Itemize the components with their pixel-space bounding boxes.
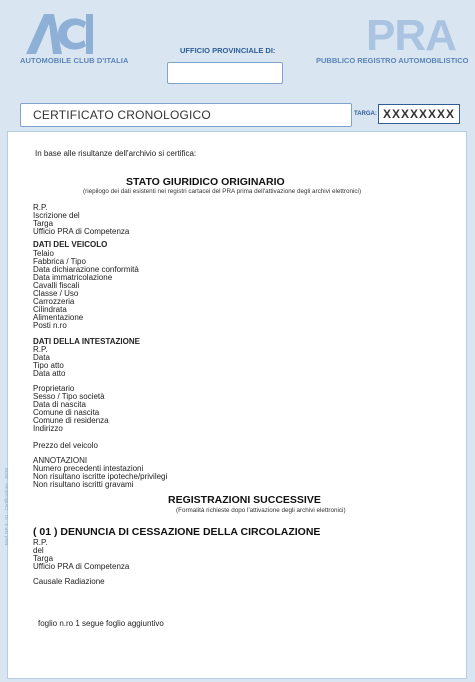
- aci-logo: [24, 12, 94, 56]
- veicolo-field: Carrozzeria: [33, 297, 75, 306]
- intestazione-field: Comune di nascita: [33, 408, 100, 417]
- stato-field: R.P.: [33, 203, 48, 212]
- registrazioni-subtitle: (Formalità richieste dopo l'attivazione degli archivi elettronici): [176, 507, 346, 514]
- svg-text:PRA: PRA: [366, 11, 456, 54]
- veicolo-field: Fabbrica / Tipo: [33, 257, 86, 266]
- veicolo-field: Cavalli fiscali: [33, 281, 80, 290]
- certificate-sheet: [7, 131, 467, 679]
- annotazioni-line: Non risultano iscritti gravami: [33, 480, 134, 489]
- denuncia-field: Ufficio PRA di Competenza: [33, 562, 130, 571]
- stato-field: Ufficio PRA di Competenza: [33, 227, 130, 236]
- veicolo-field: Telaio: [33, 249, 54, 258]
- ufficio-label: UFFICIO PROVINCIALE DI:: [180, 46, 276, 55]
- denuncia-field: R.P.: [33, 538, 48, 547]
- certificate-title: CERTIFICATO CRONOLOGICO: [33, 108, 211, 122]
- veicolo-field: Classe / Uso: [33, 289, 79, 298]
- intestazione-field: R.P.: [33, 345, 48, 354]
- intestazione-field: Comune di residenza: [33, 416, 109, 425]
- intestazione-field: Data atto: [33, 369, 66, 378]
- denuncia-field: del: [33, 546, 44, 555]
- certificate-title-bar: [20, 103, 352, 127]
- targa-label: TARGA:: [354, 111, 377, 117]
- veicolo-field: Alimentazione: [33, 313, 84, 322]
- stato-subtitle: (riepilogo dei dati esistenti nei registri cartacei del PRA prima dell'attivazione degli archivi elettronici): [83, 188, 362, 195]
- veicolo-field: Data immatricolazione: [33, 273, 113, 282]
- veicolo-title: DATI DEL VEICOLO: [33, 240, 108, 249]
- stato-field: Targa: [33, 219, 54, 228]
- side-note: Mod. NP-3 - 01 - Certificazione - 45/38: [4, 467, 9, 545]
- pra-caption: PUBBLICO REGISTRO AUTOMOBILISTICO: [316, 56, 469, 65]
- stato-title: STATO GIURIDICO ORIGINARIO: [126, 176, 285, 188]
- footer-note: foglio n.ro 1 segue foglio aggiuntivo: [38, 619, 164, 628]
- annotazioni-line: Non risultano iscritte ipoteche/privilegi: [33, 472, 168, 481]
- denuncia-title: ( 01 ) DENUNCIA DI CESSAZIONE DELLA CIRCOLAZIONE: [33, 526, 321, 538]
- intestazione-field: Indirizzo: [33, 424, 63, 433]
- veicolo-field: Data dichiarazione conformità: [33, 265, 139, 274]
- denuncia-field: Targa: [33, 554, 54, 563]
- stato-field: Iscrizione del: [33, 211, 80, 220]
- ufficio-field: [167, 62, 283, 84]
- veicolo-field: Posti n.ro: [33, 321, 67, 330]
- causale-label: Causale Radiazione: [33, 577, 105, 586]
- intestazione-field: Proprietario: [33, 384, 75, 393]
- prezzo-label: Prezzo del veicolo: [33, 441, 98, 450]
- document-header: [0, 0, 475, 100]
- annotazioni-line: Numero precedenti intestazioni: [33, 464, 144, 473]
- aci-caption: AUTOMOBILE CLUB D'ITALIA: [20, 56, 129, 65]
- intestazione-title: DATI DELLA INTESTAZIONE: [33, 337, 140, 346]
- intestazione-field: Data di nascita: [33, 400, 86, 409]
- annotazioni-title: ANNOTAZIONI: [33, 456, 88, 465]
- intestazione-field: Tipo atto: [33, 361, 64, 370]
- intestazione-field: Sesso / Tipo società: [33, 392, 105, 401]
- targa-box: [378, 104, 460, 124]
- pra-logo: [364, 10, 460, 54]
- targa-value: XXXXXXXX: [383, 107, 456, 121]
- registrazioni-title: REGISTRAZIONI SUCCESSIVE: [168, 494, 321, 506]
- intro-text: In base alle risultanze dell'archivio si certifica:: [35, 149, 197, 158]
- veicolo-field: Cilindrata: [33, 305, 67, 314]
- intestazione-field: Data: [33, 353, 50, 362]
